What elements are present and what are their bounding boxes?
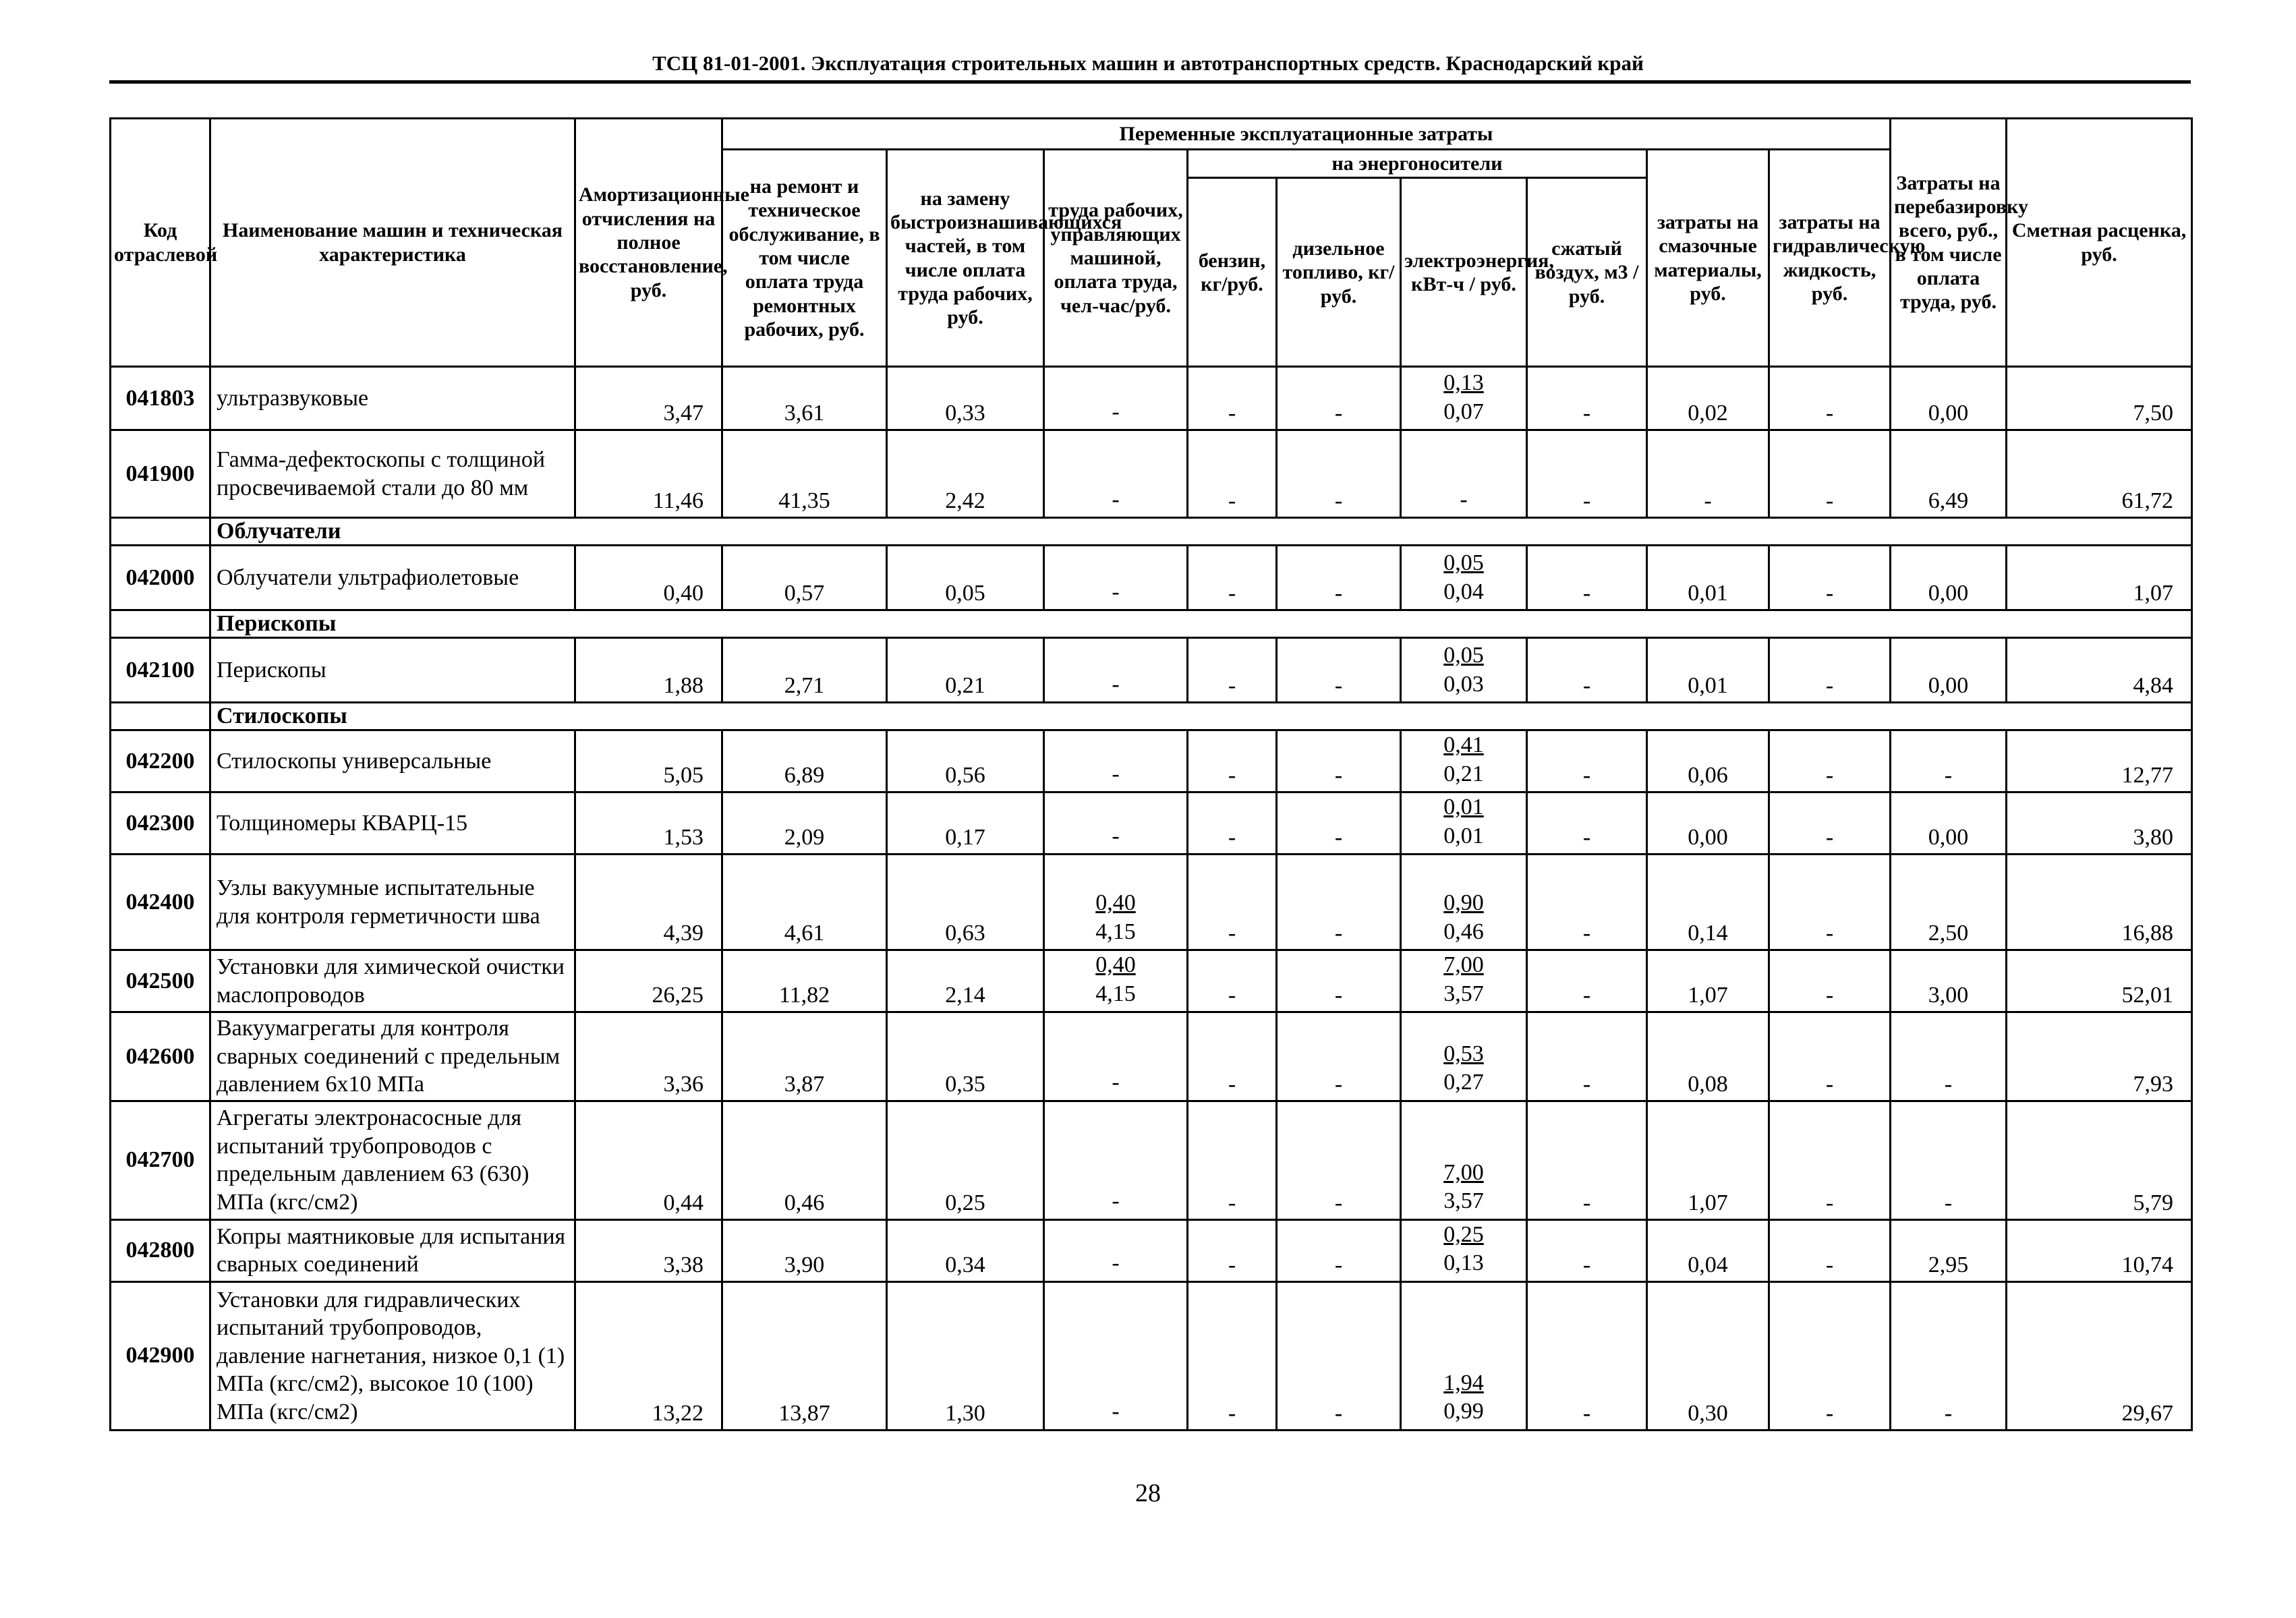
cell-hydraulic: - (1769, 855, 1891, 950)
cell-relocation: 3,00 (1891, 950, 2007, 1012)
cell-labor-value: - (1112, 671, 1120, 697)
cell-name: Перископы (210, 638, 575, 703)
cell-electric-value: 0,01 (1443, 823, 1484, 848)
cell-hydraulic: - (1769, 367, 1891, 430)
cell-lubricants: 0,01 (1647, 546, 1769, 610)
cell-lubricants: 0,02 (1647, 367, 1769, 430)
cell-price: 12,77 (2007, 730, 2192, 792)
cell-electric (1401, 855, 1527, 950)
cell-electric-value: 0,07 (1443, 399, 1484, 424)
cell-repair: 13,87 (722, 1281, 887, 1430)
cell-electric-top: 0,53 (1443, 1041, 1484, 1066)
cell-parts: 0,34 (887, 1219, 1044, 1281)
cell-diesel: - (1277, 1219, 1401, 1281)
cell-price: 3,80 (2007, 792, 2192, 855)
cell-petrol: - (1188, 430, 1277, 518)
cell-code: 041900 (111, 430, 210, 518)
cell-parts: 1,30 (887, 1281, 1044, 1430)
cell-parts: 0,35 (887, 1012, 1044, 1101)
cell-labor-value: 4,15 (1095, 981, 1136, 1006)
cell-petrol: - (1188, 1101, 1277, 1219)
cell-electric-top: 0,05 (1443, 550, 1484, 576)
cell-labor-value: - (1112, 1250, 1120, 1276)
cell-relocation: 0,00 (1891, 546, 2007, 610)
cell-electric (1401, 638, 1527, 703)
cell-electric-fraction (1443, 369, 1484, 426)
cell-parts: 0,63 (887, 855, 1044, 950)
cell-amortization: 1,53 (575, 792, 722, 855)
cell-diesel: - (1277, 638, 1401, 703)
cell-repair: 41,35 (722, 430, 887, 518)
cell-diesel: - (1277, 546, 1401, 610)
cell-name: Копры маятниковые для испытания сварных соединений (210, 1219, 575, 1281)
group-code-cell (111, 518, 210, 546)
cell-electric-fraction (1443, 951, 1484, 1008)
table-row (111, 1101, 2192, 1219)
cell-name: ультразвуковые (210, 367, 575, 430)
cell-relocation: 0,00 (1891, 638, 2007, 703)
cell-hydraulic: - (1769, 1101, 1891, 1219)
cell-labor (1044, 1012, 1188, 1101)
cell-code: 041803 (111, 367, 210, 430)
price-table (109, 117, 2193, 1431)
cell-hydraulic: - (1769, 1012, 1891, 1101)
header-labor: труда рабочих, управляющих машиной, оплата труда, чел-час/руб. (1044, 150, 1188, 367)
table-row (111, 1012, 2192, 1101)
cell-repair: 0,46 (722, 1101, 887, 1219)
cell-electric (1401, 430, 1527, 518)
cell-electric-fraction (1460, 486, 1467, 515)
cell-price: 10,74 (2007, 1219, 2192, 1281)
cell-electric-value: - (1460, 486, 1468, 512)
header-parts: на замену быстроизнашивающихся частей, в том числе оплата труда рабочих, руб. (887, 150, 1044, 367)
cell-labor-top: 0,40 (1095, 890, 1136, 916)
cell-labor-value: - (1112, 486, 1120, 512)
cell-amortization: 1,88 (575, 638, 722, 703)
cell-electric-top: 7,00 (1443, 1159, 1484, 1185)
header-diesel: дизельное топливо, кг/руб. (1277, 178, 1401, 367)
cell-lubricants: 0,04 (1647, 1219, 1769, 1281)
table-row (111, 950, 2192, 1012)
cell-repair: 4,61 (722, 855, 887, 950)
header-amortization: Амортизационные отчисления на полное восстановление, руб. (575, 119, 722, 367)
cell-electric-top: 0,25 (1443, 1221, 1484, 1247)
cell-repair: 3,90 (722, 1219, 887, 1281)
cell-labor-value: - (1112, 1399, 1120, 1424)
cell-repair: 6,89 (722, 730, 887, 792)
cell-lubricants: 0,06 (1647, 730, 1769, 792)
cell-electric-fraction (1443, 731, 1484, 788)
cell-electric (1401, 792, 1527, 855)
cell-air: - (1527, 367, 1647, 430)
group-code-cell (111, 703, 210, 730)
cell-electric-top: 0,01 (1443, 794, 1484, 820)
header-repair: на ремонт и техническое обслуживание, в том числе оплата труда ремонтных рабочих, руб. (722, 150, 887, 367)
cell-name: Облучатели ультрафиолетовые (210, 546, 575, 610)
cell-electric-top: 0,13 (1443, 370, 1484, 396)
cell-labor-value: - (1112, 579, 1120, 604)
cell-electric-fraction (1443, 1221, 1484, 1278)
cell-diesel: - (1277, 367, 1401, 430)
table-row (111, 546, 2192, 610)
header-electric: электроэнергия, кВт-ч / руб. (1401, 178, 1527, 367)
cell-labor (1044, 367, 1188, 430)
header-hydraulic: затраты на гидравлическую жидкость, руб. (1769, 150, 1891, 367)
cell-air: - (1527, 430, 1647, 518)
cell-price: 4,84 (2007, 638, 2192, 703)
cell-electric-fraction (1443, 793, 1484, 850)
cell-name: Гамма-дефектоскопы с толщиной просвечиваемой стали до 80 мм (210, 430, 575, 518)
cell-lubricants: 0,30 (1647, 1281, 1769, 1430)
cell-lubricants: 0,01 (1647, 638, 1769, 703)
cell-labor (1044, 1281, 1188, 1430)
cell-repair: 2,09 (722, 792, 887, 855)
cell-air: - (1527, 546, 1647, 610)
cell-electric-value: 0,46 (1443, 919, 1484, 944)
cell-amortization: 3,36 (575, 1012, 722, 1101)
cell-hydraulic: - (1769, 546, 1891, 610)
cell-electric-fraction (1443, 1159, 1484, 1216)
cell-air: - (1527, 1219, 1647, 1281)
cell-labor (1044, 546, 1188, 610)
cell-name: Узлы вакуумные испытательные для контроля герметичности шва (210, 855, 575, 950)
header-lubricants: затраты на смазочные материалы, руб. (1647, 150, 1769, 367)
cell-labor (1044, 950, 1188, 1012)
cell-electric (1401, 1281, 1527, 1430)
cell-amortization: 0,44 (575, 1101, 722, 1219)
cell-code: 042100 (111, 638, 210, 703)
cell-relocation: 2,95 (1891, 1219, 2007, 1281)
cell-labor (1044, 855, 1188, 950)
cell-electric (1401, 950, 1527, 1012)
cell-name: Стилоскопы универсальные (210, 730, 575, 792)
cell-name: Толщиномеры КВАРЦ-15 (210, 792, 575, 855)
cell-electric-top: 0,05 (1443, 643, 1484, 668)
cell-parts: 0,33 (887, 367, 1044, 430)
cell-price: 7,50 (2007, 367, 2192, 430)
cell-air: - (1527, 1281, 1647, 1430)
table-row (111, 730, 2192, 792)
cell-relocation: - (1891, 1012, 2007, 1101)
cell-electric-fraction (1443, 1369, 1484, 1426)
cell-electric-top: 1,94 (1443, 1370, 1484, 1395)
cell-repair: 2,71 (722, 638, 887, 703)
cell-petrol: - (1188, 546, 1277, 610)
cell-name: Агрегаты электронасосные для испытаний трубопроводов с предельным давлением 63 (630) МПа (кгс/см2) (210, 1101, 575, 1219)
cell-labor (1044, 1219, 1188, 1281)
cell-hydraulic: - (1769, 1219, 1891, 1281)
header-relocation: Затраты на перебазировку всего, руб., в том числе оплата труда, руб. (1891, 119, 2007, 367)
cell-parts: 0,17 (887, 792, 1044, 855)
cell-parts: 2,14 (887, 950, 1044, 1012)
table-row (111, 792, 2192, 855)
cell-parts: 0,25 (887, 1101, 1044, 1219)
cell-labor-fraction (1112, 822, 1119, 851)
cell-code: 042500 (111, 950, 210, 1012)
cell-air: - (1527, 855, 1647, 950)
cell-labor-value: - (1112, 761, 1120, 786)
cell-air: - (1527, 638, 1647, 703)
table-row (111, 367, 2192, 430)
cell-name: Установки для химической очистки маслопроводов (210, 950, 575, 1012)
cell-labor (1044, 792, 1188, 855)
cell-air: - (1527, 1101, 1647, 1219)
cell-air: - (1527, 730, 1647, 792)
table-row (111, 1281, 2192, 1430)
group-code-cell (111, 610, 210, 638)
cell-electric-value: 0,03 (1443, 671, 1484, 697)
cell-labor-fraction (1112, 670, 1119, 699)
cell-electric (1401, 546, 1527, 610)
header-name: Наименование машин и техническая характеристика (210, 119, 575, 367)
cell-electric (1401, 1219, 1527, 1281)
cell-labor (1044, 638, 1188, 703)
cell-hydraulic: - (1769, 638, 1891, 703)
cell-diesel: - (1277, 1101, 1401, 1219)
cell-labor-fraction (1095, 951, 1136, 1008)
cell-price: 1,07 (2007, 546, 2192, 610)
cell-electric-fraction (1443, 889, 1484, 946)
cell-petrol: - (1188, 1219, 1277, 1281)
cell-labor-value: - (1112, 1188, 1120, 1214)
cell-diesel: - (1277, 1281, 1401, 1430)
group-row (111, 518, 2192, 546)
cell-electric-value: 3,57 (1443, 1188, 1484, 1214)
cell-diesel: - (1277, 855, 1401, 950)
cell-petrol: - (1188, 638, 1277, 703)
cell-price: 16,88 (2007, 855, 2192, 950)
cell-name: Вакуумагрегаты для контроля сварных соединений с предельным давлением 6х10 МПа (210, 1012, 575, 1101)
cell-code: 042400 (111, 855, 210, 950)
cell-amortization: 5,05 (575, 730, 722, 792)
cell-relocation: 0,00 (1891, 792, 2007, 855)
cell-petrol: - (1188, 1281, 1277, 1430)
cell-electric-value: 0,99 (1443, 1399, 1484, 1424)
cell-labor-value: - (1112, 823, 1120, 848)
cell-labor-value: - (1112, 399, 1120, 424)
cell-electric-value: 0,21 (1443, 761, 1484, 786)
group-heading: Облучатели (210, 518, 2192, 546)
page-number: 28 (1135, 1479, 1161, 1507)
table-row (111, 430, 2192, 518)
header-air: сжатый воздух, м3 / руб. (1527, 178, 1647, 367)
cell-amortization: 11,46 (575, 430, 722, 518)
cell-electric-value: 0,13 (1443, 1250, 1484, 1276)
cell-electric-top: 0,90 (1443, 890, 1484, 916)
cell-parts: 2,42 (887, 430, 1044, 518)
table-row (111, 638, 2192, 703)
title-rule (109, 80, 2191, 84)
cell-hydraulic: - (1769, 730, 1891, 792)
cell-air: - (1527, 792, 1647, 855)
cell-amortization: 3,47 (575, 367, 722, 430)
cell-electric-top: 0,41 (1443, 732, 1484, 758)
cell-petrol: - (1188, 855, 1277, 950)
cell-relocation: 6,49 (1891, 430, 2007, 518)
cell-labor-fraction (1112, 1187, 1119, 1216)
cell-electric-fraction (1443, 641, 1484, 699)
header-price: Сметная расценка, руб. (2007, 119, 2192, 367)
cell-relocation: 0,00 (1891, 367, 2007, 430)
cell-electric-fraction (1443, 1040, 1484, 1097)
cell-price: 61,72 (2007, 430, 2192, 518)
cell-parts: 0,05 (887, 546, 1044, 610)
cell-lubricants: - (1647, 430, 1769, 518)
cell-hydraulic: - (1769, 792, 1891, 855)
cell-hydraulic: - (1769, 430, 1891, 518)
cell-diesel: - (1277, 792, 1401, 855)
cell-electric (1401, 367, 1527, 430)
cell-lubricants: 1,07 (1647, 1101, 1769, 1219)
cell-parts: 0,56 (887, 730, 1044, 792)
cell-repair: 11,82 (722, 950, 887, 1012)
cell-repair: 0,57 (722, 546, 887, 610)
cell-labor-value: 4,15 (1095, 919, 1136, 944)
cell-hydraulic: - (1769, 950, 1891, 1012)
cell-name: Установки для гидравлических испытаний трубопроводов, давление нагнетания, низкое 0,1 (1) МПа (кгс/см2), высокое 10 (100) МПа (кгс/см2) (210, 1281, 575, 1430)
cell-labor-fraction (1112, 398, 1119, 427)
cell-code: 042200 (111, 730, 210, 792)
cell-repair: 3,61 (722, 367, 887, 430)
cell-lubricants: 0,14 (1647, 855, 1769, 950)
cell-electric (1401, 1101, 1527, 1219)
cell-petrol: - (1188, 730, 1277, 792)
cell-repair: 3,87 (722, 1012, 887, 1101)
cell-code: 042000 (111, 546, 210, 610)
cell-amortization: 26,25 (575, 950, 722, 1012)
cell-parts: 0,21 (887, 638, 1044, 703)
cell-electric (1401, 1012, 1527, 1101)
cell-labor (1044, 1101, 1188, 1219)
cell-code: 042300 (111, 792, 210, 855)
cell-code: 042600 (111, 1012, 210, 1101)
cell-amortization: 4,39 (575, 855, 722, 950)
cell-electric-fraction (1443, 549, 1484, 606)
cell-electric (1401, 730, 1527, 792)
cell-labor-fraction (1112, 760, 1119, 789)
cell-relocation: 2,50 (1891, 855, 2007, 950)
table-row (111, 855, 2192, 950)
cell-amortization: 3,38 (575, 1219, 722, 1281)
cell-diesel: - (1277, 1012, 1401, 1101)
cell-labor-fraction (1112, 1249, 1119, 1278)
header-code: Код отраслевой (111, 119, 210, 367)
cell-price: 5,79 (2007, 1101, 2192, 1219)
cell-diesel: - (1277, 430, 1401, 518)
cell-amortization: 0,40 (575, 546, 722, 610)
header-energy: на энергоносители (1188, 150, 1647, 178)
cell-petrol: - (1188, 1012, 1277, 1101)
header-petrol: бензин, кг/руб. (1188, 178, 1277, 367)
cell-amortization: 13,22 (575, 1281, 722, 1430)
cell-code: 042800 (111, 1219, 210, 1281)
cell-labor-fraction (1112, 1397, 1119, 1426)
cell-labor-top: 0,40 (1095, 952, 1136, 978)
cell-labor-fraction (1112, 578, 1119, 607)
cell-price: 52,01 (2007, 950, 2192, 1012)
cell-labor-fraction (1095, 889, 1136, 946)
cell-relocation: - (1891, 730, 2007, 792)
cell-petrol: - (1188, 792, 1277, 855)
group-row (111, 703, 2192, 730)
cell-hydraulic: - (1769, 1281, 1891, 1430)
cell-labor (1044, 730, 1188, 792)
cell-code: 042700 (111, 1101, 210, 1219)
cell-code: 042900 (111, 1281, 210, 1430)
header-variable-costs: Переменные эксплуатационные затраты (722, 119, 1891, 150)
cell-lubricants: 1,07 (1647, 950, 1769, 1012)
cell-labor-fraction (1112, 1068, 1119, 1097)
cell-petrol: - (1188, 367, 1277, 430)
cell-diesel: - (1277, 730, 1401, 792)
cell-price: 7,93 (2007, 1012, 2192, 1101)
cell-petrol: - (1188, 950, 1277, 1012)
cell-relocation: - (1891, 1281, 2007, 1430)
cell-electric-top: 7,00 (1443, 952, 1484, 978)
cell-diesel: - (1277, 950, 1401, 1012)
group-heading: Стилоскопы (210, 703, 2192, 730)
cell-electric-value: 0,04 (1443, 579, 1484, 604)
cell-labor-value: - (1112, 1070, 1120, 1095)
cell-electric-value: 3,57 (1443, 981, 1484, 1006)
cell-air: - (1527, 950, 1647, 1012)
cell-price: 29,67 (2007, 1281, 2192, 1430)
cell-electric-value: 0,27 (1443, 1070, 1484, 1095)
group-row (111, 610, 2192, 638)
group-heading: Перископы (210, 610, 2192, 638)
cell-labor (1044, 430, 1188, 518)
table-row (111, 1219, 2192, 1281)
table-body (111, 367, 2192, 1430)
cell-lubricants: 0,08 (1647, 1012, 1769, 1101)
cell-labor-fraction (1112, 486, 1119, 515)
cell-lubricants: 0,00 (1647, 792, 1769, 855)
cell-relocation: - (1891, 1101, 2007, 1219)
cell-air: - (1527, 1012, 1647, 1101)
page-title: ТСЦ 81-01-2001. Эксплуатация строительных машин и автотранспортных средств. Краснодарский край (652, 51, 1644, 75)
